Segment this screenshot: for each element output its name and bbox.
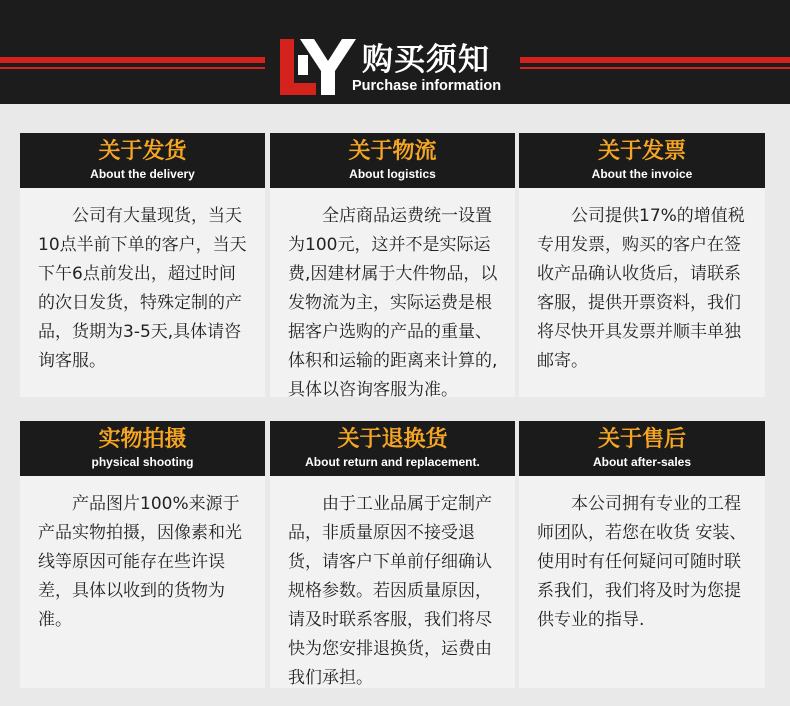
panel-title: 关于物流	[348, 139, 437, 164]
panel-body: 公司提供17%的增值税专用发票，购买的客户在签收产品确认收货后，请联系客服，提供开票资料，我们将尽快开具发票并顺丰单独邮寄。	[537, 206, 745, 371]
panel-logistics	[270, 133, 515, 400]
panel-body: 由于工业品属于定制产品，非质量原因不接受退货，请客户下单前仔细确认规格参数。若因质量原因，请及时联系客服，我们将尽快为您安排退换货，运费由我们承担。	[288, 494, 492, 688]
panel-title: 关于退换货	[337, 427, 448, 452]
panel-after-sales	[519, 421, 765, 688]
panel-subtitle: About the invoice	[591, 167, 693, 181]
panel-title: 关于发票	[597, 139, 686, 164]
header-stripe-left-thin	[0, 67, 265, 69]
panel-returns	[270, 421, 515, 688]
panel-header	[20, 133, 265, 188]
panel-subtitle: About after-sales	[592, 455, 692, 469]
panel-header	[519, 421, 765, 476]
panel-body: 本公司拥有专业的工程师团队，若您在收货 安装、使用时有任何疑问可随时联系我们，我们将及时为您提供专业的指导.	[537, 494, 747, 630]
panel-subtitle: About return and replacement.	[305, 455, 480, 469]
panel-header	[20, 421, 265, 476]
panel-body: 全店商品运费统一设置为100元，这并不是实际运费,因建材属于大件物品，以发物流为主，实际运费是根据客户选购的产品的重量、体积和运输的距离来计算的, 具体以咨询客服为准。	[288, 206, 498, 400]
panel-header	[270, 133, 515, 188]
panel-invoice	[519, 133, 765, 397]
header-title: 购买须知	[362, 42, 490, 78]
panel-body: 产品图片100%来源于产品实物拍摄，因像素和光线等原因可能存在些许误差，具体以收到的货物为准。	[38, 494, 242, 630]
panel-subtitle: About logistics	[349, 167, 436, 181]
panel-title: 关于发货	[98, 139, 187, 164]
panel-subtitle: About the delivery	[90, 167, 195, 181]
header-subtitle: Purchase information	[352, 78, 502, 94]
header-banner	[0, 0, 790, 104]
panel-header	[270, 421, 515, 476]
panel-header	[519, 133, 765, 188]
panel-delivery	[20, 133, 265, 397]
panel-title: 关于售后	[597, 427, 686, 452]
panel-subtitle: physical shooting	[91, 455, 194, 469]
header-stripe-right-thin	[520, 67, 790, 69]
ly-logo	[278, 35, 358, 97]
panel-body: 公司有大量现货，当天10点半前下单的客户，当天下午6点前发出，超过时间的次日发货，特殊定制的产品，货期为3-5天,具体请咨询客服。	[38, 206, 247, 371]
header-stripe-left	[0, 57, 265, 63]
panel-physical-shooting	[20, 421, 265, 688]
header-stripe-right	[520, 57, 790, 63]
panel-title: 实物拍摄	[98, 427, 187, 452]
